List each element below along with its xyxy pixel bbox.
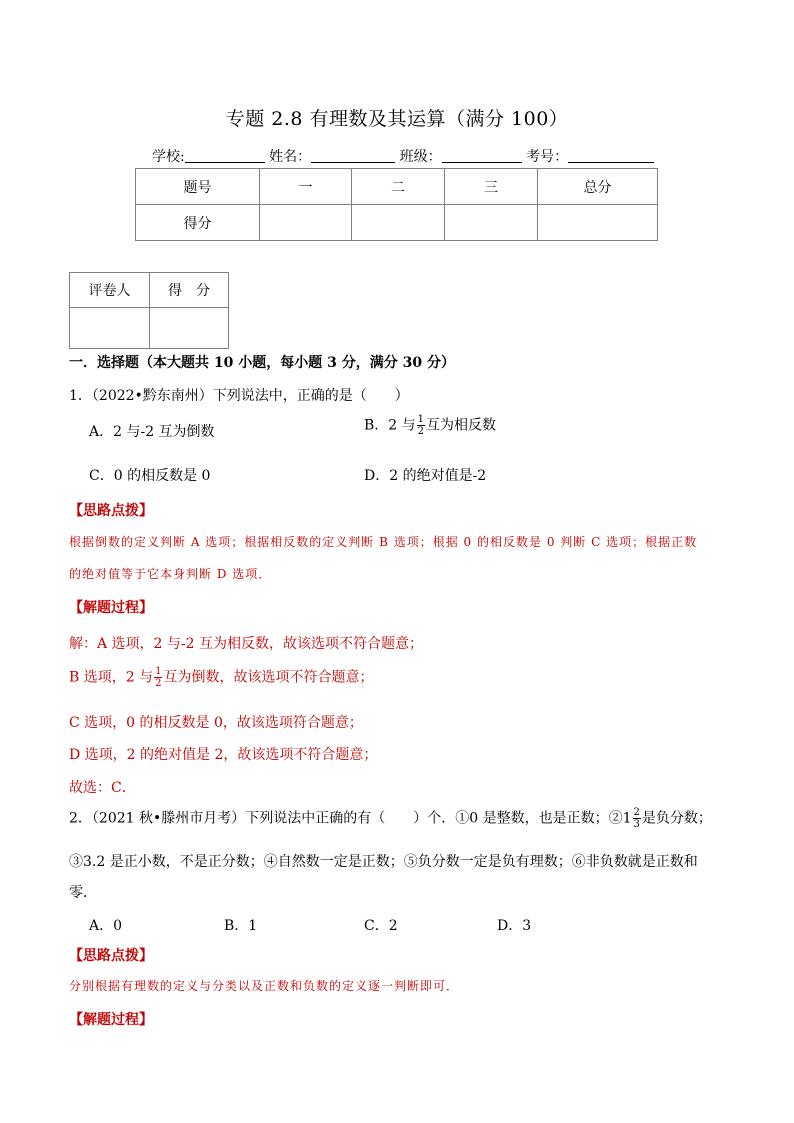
q2-stem-line-2: ③3.2 是正小数，不是正分数；④自然数一定是正数；⑤负分数一定是负有理数；⑥非负数就是正数和 (69, 854, 698, 870)
q1-option-b-post: 互为相反数 (426, 417, 497, 434)
score-cell[interactable] (538, 205, 658, 241)
exam-no-label: 考号： (526, 149, 569, 165)
reviewer-table (69, 272, 229, 349)
reviewer-row (70, 308, 229, 349)
reviewer-header-cell: 评卷人 (70, 273, 150, 308)
fraction-denominator: 3 (633, 819, 640, 830)
q1-solution-fraction (154, 666, 162, 689)
name-blank[interactable] (311, 148, 395, 163)
fraction-denominator: 2 (417, 426, 425, 437)
q1-hint-line-1: 根据倒数的定义判断 A 选项；根据相反数的定义判断 B 选项；根据 0 的相反数是 0 判断 C 选项；根据正数 (69, 535, 698, 549)
q1-option-b-pre: B．2 与 (364, 417, 416, 434)
fraction-numerator: 2 (633, 807, 640, 818)
q1-option-c: C．0 的相反数是 0 (89, 468, 211, 484)
score-header-cell: 题号 (136, 169, 260, 205)
score-cell[interactable] (260, 205, 352, 241)
name-label: 姓名： (269, 149, 312, 165)
q2-option-a: A．0 (89, 918, 123, 934)
reviewer-header-cell: 得 分 (150, 273, 229, 308)
q2-stem-line-1 (69, 807, 712, 830)
q2-stem-line-1-pre: 2．（2021 秋•滕州市月考）下列说法中正确的有（ ）个．①0 是整数，也是正数；②1 (69, 810, 632, 827)
q1-stem: 1．（2022•黔东南州）下列说法中，正确的是（ ） (69, 388, 409, 404)
q2-solution-header: 【解题过程】 (69, 1012, 153, 1028)
q2-hint-header: 【思路点拨】 (69, 948, 153, 964)
q1-solution-line-4: D 选项，2 的绝对值是 2，故该选项不符合题意； (69, 747, 378, 763)
q2-mixed-fraction (633, 807, 641, 830)
q2-option-d: D．3 (497, 918, 532, 934)
q1-solution-line-1: 解：A 选项，2 与-2 互为相反数，故该选项不符合题意； (69, 636, 424, 652)
score-table-header-row (136, 169, 658, 205)
q1-hint-line-2: 的绝对值等于它本身判断 D 选项． (69, 567, 272, 581)
score-cell[interactable] (352, 205, 445, 241)
student-info-line (152, 146, 654, 166)
score-header-cell: 总分 (538, 169, 658, 205)
q1-solution-line-2-pre: B 选项，2 与 (69, 669, 154, 686)
school-blank[interactable] (185, 148, 265, 163)
score-table-row (136, 205, 658, 241)
q1-option-d: D．2 的绝对值是-2 (364, 468, 487, 484)
q2-stem-line-3: 零． (69, 885, 97, 901)
reviewer-cell[interactable] (150, 308, 229, 349)
q2-hint-text: 分别根据有理数的定义与分类以及正数和负数的定义逐一判断即可． (69, 979, 460, 993)
page-title: 专题 2.8 有理数及其运算（满分 100） (225, 108, 569, 130)
q2-stem-line-1-post: 是负分数； (641, 810, 712, 827)
fraction-denominator: 2 (155, 678, 162, 689)
q1-solution-header: 【解题过程】 (69, 600, 153, 616)
q1-hint-header: 【思路点拨】 (69, 503, 153, 519)
section1-title: 一．选择题（本大题共 10 小题，每小题 3 分，满分 30 分） (69, 355, 455, 371)
q1-solution-line-2 (69, 666, 373, 689)
score-header-cell: 三 (445, 169, 538, 205)
score-table (135, 168, 658, 241)
reviewer-header-row (70, 273, 229, 308)
q1-option-b (364, 414, 496, 437)
fraction-numerator: 1 (417, 414, 425, 425)
q2-option-b: B．1 (224, 918, 258, 934)
score-header-cell: 一 (260, 169, 352, 205)
exam-no-blank[interactable] (568, 148, 654, 163)
q1-solution-line-2-post: 互为倒数，故该选项不符合题意； (163, 669, 374, 686)
score-header-cell: 二 (352, 169, 445, 205)
score-cell[interactable] (445, 205, 538, 241)
q2-option-c: C．2 (364, 918, 398, 934)
school-label: 学校: (152, 149, 185, 165)
q1-solution-line-5: 故选：C． (69, 780, 136, 796)
score-row-label: 得分 (136, 205, 260, 241)
reviewer-cell[interactable] (70, 308, 150, 349)
q1-solution-line-3: C 选项，0 的相反数是 0，故该选项符合题意； (69, 715, 363, 731)
q1-option-b-fraction (417, 414, 425, 437)
class-blank[interactable] (442, 148, 522, 163)
q1-option-a: A．2 与-2 互为倒数 (89, 424, 215, 440)
class-label: 班级： (399, 149, 442, 165)
fraction-numerator: 1 (155, 666, 162, 677)
